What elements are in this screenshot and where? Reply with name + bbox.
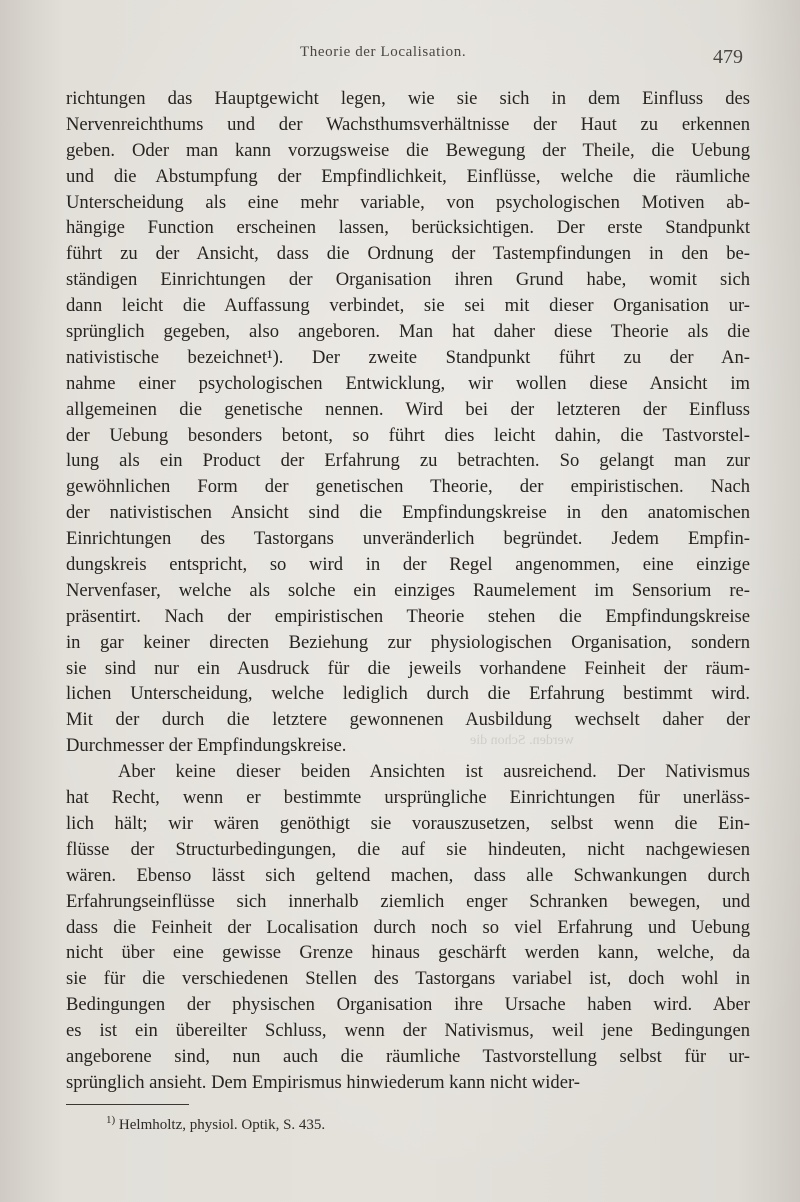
text-line: gewöhnlichen Form der genetischen Theorie, der empiristischen. Nach bbox=[66, 476, 750, 498]
text-line: hängige Function erscheinen lassen, berücksichtigen. Der erste Standpunkt bbox=[66, 217, 750, 239]
text-line: allgemeinen die genetische nennen. Wird bei der letzteren der Einfluss bbox=[66, 398, 750, 420]
text-line: dann leicht die Auffassung verbindet, sie sei mit dieser Organisation ur- bbox=[66, 295, 750, 317]
text-line: nativistische bezeichnet¹). Der zweite Standpunkt führt zu der An- bbox=[66, 346, 750, 368]
text-line: geben. Oder man kann vorzugsweise die Bewegung der Theile, die Uebung bbox=[66, 139, 750, 161]
text-line: nahme einer psychologischen Entwicklung, wir wollen diese Ansicht im bbox=[66, 372, 750, 394]
footnote-marker: 1) bbox=[106, 1114, 116, 1126]
text-line: in gar keiner directen Beziehung zur physiologischen Organisation, sondern bbox=[66, 631, 750, 653]
footnote-text: Helmholtz, physiol. Optik, S. 435. bbox=[118, 1117, 326, 1133]
text-line: angeborene sind, nun auch die räumliche Tastvorstellung selbst für ur- bbox=[66, 1045, 750, 1067]
text-line: lichen Unterscheidung, welche lediglich durch die Erfahrung bestimmt wird. bbox=[66, 683, 750, 705]
text-line: und die Abstumpfung der Empfindlichkeit, Einflüsse, welche die räumliche bbox=[66, 165, 750, 187]
text-line: richtungen das Hauptgewicht legen, wie sie sich in dem Einfluss des bbox=[66, 88, 750, 109]
text-line: hat Recht, wenn er bestimmte ursprüngliche Einrichtungen für unerläss- bbox=[66, 787, 750, 809]
text-line: sprünglich gegeben, also angeboren. Man hat daher diese Theorie als die bbox=[66, 321, 750, 343]
text-line: Bedingungen der physischen Organisation ihre Ursache haben wird. Aber bbox=[66, 994, 750, 1016]
text-line: Unterscheidung als eine mehr variable, von psychologischen Motiven ab- bbox=[66, 191, 750, 213]
text-line: führt zu der Ansicht, dass die Ordnung der Tastempfindungen in den be- bbox=[66, 243, 750, 265]
text-line: der Uebung besonders betont, so führt dies leicht dahin, die Tastvorstel- bbox=[66, 424, 750, 446]
text-line: Einrichtungen des Tastorgans unveränderlich begründet. Jedem Empfin- bbox=[66, 528, 750, 550]
text-line: dungskreis entspricht, so wird in der Regel angenommen, eine einzige bbox=[66, 554, 750, 576]
running-title: Theorie der Localisation. bbox=[300, 44, 467, 60]
text-line: Aber keine dieser beiden Ansichten ist ausreichend. Der Nativismus bbox=[118, 761, 750, 783]
text-line: nicht über eine gewisse Grenze hinaus geschärft werden kann, welche, da bbox=[66, 942, 750, 964]
footnote-rule bbox=[66, 1104, 189, 1105]
text-line: dass die Feinheit der Localisation durch noch so viel Erfahrung und Uebung bbox=[66, 916, 750, 938]
text-line: sie sind nur ein Ausdruck für die jeweils vorhandene Feinheit der räum- bbox=[66, 657, 750, 679]
text-line: flüsse der Structurbedingungen, die auf sie hindeuten, nicht nachgewiesen bbox=[66, 838, 750, 860]
text-line: Erfahrungseinflüsse sich innerhalb ziemlich enger Schranken bewegen, und bbox=[66, 890, 750, 912]
page-number: 479 bbox=[713, 46, 743, 68]
text-line: der nativistischen Ansicht sind die Empfindungskreise in den anatomischen bbox=[66, 502, 750, 524]
text-line: Nervenreichthums und der Wachsthumsverhältnisse der Haut zu erkennen bbox=[66, 113, 750, 135]
text-line: sie für die verschiedenen Stellen des Tastorgans variabel ist, doch wohl in bbox=[66, 968, 750, 990]
body-text bbox=[66, 86, 750, 1096]
text-line: lung als ein Product der Erfahrung zu betrachten. So gelangt man zur bbox=[66, 450, 750, 472]
text-line: lich hält; wir wären genöthigt sie vorauszusetzen, selbst wenn die Ein- bbox=[66, 812, 750, 834]
running-head bbox=[0, 44, 800, 68]
text-line: es ist ein übereilter Schluss, wenn der Nativismus, weil jene Bedingungen bbox=[66, 1020, 750, 1042]
text-line: Mit der durch die letztere gewonnenen Ausbildung wechselt daher der bbox=[66, 709, 750, 731]
text-line: präsentirt. Nach der empiristischen Theorie stehen die Empfindungskreise bbox=[66, 605, 750, 627]
text-line: wären. Ebenso lässt sich geltend machen, dass alle Schwankungen durch bbox=[66, 864, 750, 886]
text-line: Durchmesser der Empfindungskreise. bbox=[66, 735, 347, 757]
text-line: Nervenfaser, welche als solche ein einziges Raumelement im Sensorium re- bbox=[66, 579, 750, 601]
text-line: sprünglich ansieht. Dem Empirismus hinwiederum kann nicht wider- bbox=[66, 1071, 580, 1093]
text-line: ständigen Einrichtungen der Organisation ihren Grund habe, womit sich bbox=[66, 269, 750, 291]
show-through-text: werden. Schon die bbox=[470, 733, 574, 748]
footnote bbox=[106, 1114, 325, 1134]
